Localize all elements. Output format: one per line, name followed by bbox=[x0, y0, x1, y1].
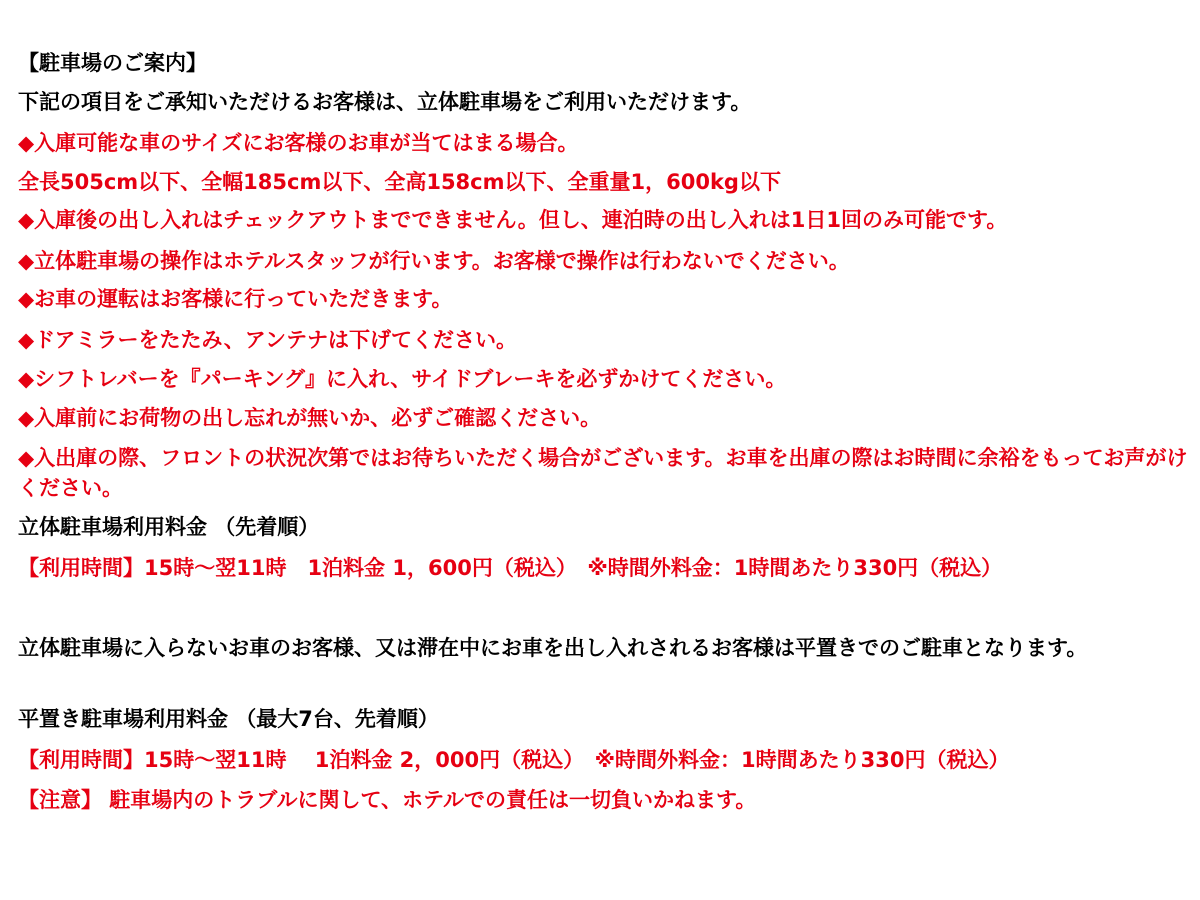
flat-parking-intro: 立体駐車場に入らないお車のお客様、又は滞在中にお車を出し入れされるお客様は平置きでのご駐車となります。 bbox=[18, 636, 1088, 660]
multistory-fee-heading: 立体駐車場利用料金 （先着順） bbox=[18, 515, 320, 539]
condition-size-limits: 全長505cm以下、全幅185cm以下、全高158cm以下、全重量1，600kg以下 bbox=[18, 170, 781, 194]
caution-note: 【注意】 駐車場内のトラブルに関して、ホテルでの責任は一切負いかねます。 bbox=[18, 788, 757, 812]
multistory-fee: 【利用時間】15時～翌11時 1泊料金 1，600円（税込） ※時間外料金：1時間あたり330円（税込） bbox=[18, 556, 1003, 580]
condition-waiting: ◆入出庫の際、フロントの状況次第ではお待ちいただく場合がございます。お車を出庫の際はお時間に余裕をもってお声がけください。 bbox=[18, 446, 1188, 500]
notice-title: 【駐車場のご案内】 bbox=[18, 51, 207, 75]
condition-parking-brake: ◆シフトレバーを『パーキング』に入れ、サイドブレーキを必ずかけてください。 bbox=[18, 367, 787, 391]
notice-intro: 下記の項目をご承知いただけるお客様は、立体駐車場をご利用いただけます。 bbox=[18, 90, 752, 114]
condition-driving: ◆お車の運転はお客様に行っていただきます。 bbox=[18, 287, 453, 311]
condition-checkout: ◆入庫後の出し入れはチェックアウトまでできません。但し、連泊時の出し入れは1日1回のみ可能です。 bbox=[18, 208, 1008, 232]
condition-mirrors: ◆ドアミラーをたたみ、アンテナは下げてください。 bbox=[18, 328, 517, 352]
flat-fee: 【利用時間】15時～翌11時 1泊料金 2，000円（税込） ※時間外料金：1時間あたり330円（税込） bbox=[18, 748, 1010, 772]
condition-size: ◆入庫可能な車のサイズにお客様のお車が当てはまる場合。 bbox=[18, 131, 579, 155]
condition-staff-operation: ◆立体駐車場の操作はホテルスタッフが行います。お客様で操作は行わないでください。 bbox=[18, 249, 850, 273]
flat-fee-heading: 平置き駐車場利用料金 （最大7台、先着順） bbox=[18, 707, 439, 731]
condition-luggage: ◆入庫前にお荷物の出し忘れが無いか、必ずご確認ください。 bbox=[18, 406, 602, 430]
